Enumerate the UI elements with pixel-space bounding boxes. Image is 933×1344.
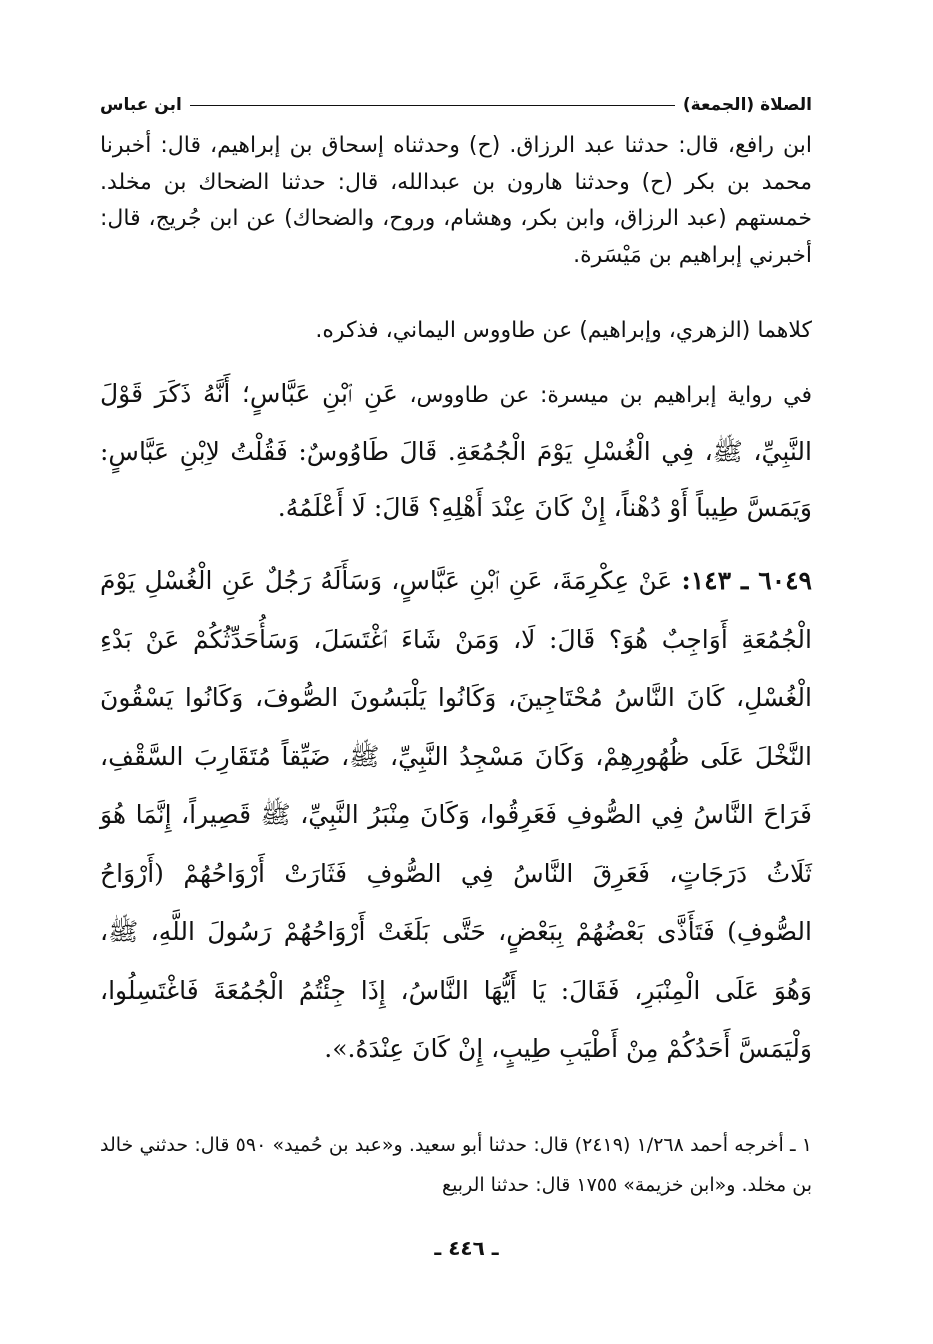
narrators-paragraph: كلاهما (الزهري، وإبراهيم) عن طاووس اليماني، فذكره. [315,318,812,343]
riwaya-text: عَنِ ٱبْنِ عَبَّاسٍ؛ أَنَّهُ ذَكَرَ قَوْلَ النَّبِيِّ، ﷺ، فِي الْغُسْلِ يَوْمَ الْجُمُعَةِ. قَالَ طَاوُوسٌ: فَقُلْتُ لاِبْنِ عَبَّاسٍ: وَيَمَسَّ طِيباً أَوْ دُهْناً، إِنْ كَانَ عِنْدَ أَهْلِهِ؟ قَالَ: لَا أَعْلَمُهُ. [100,379,812,522]
riwaya-intro: في رواية إبراهيم بن ميسرة: عن طاووس، [409,383,813,408]
hadith-number: ٦٠٤٩ ـ ١٤٣: [681,566,812,595]
isnad-paragraph: ابن رافع، قال: حدثنا عبد الرزاق. (ح) وحدثناه إسحاق بن إبراهيم، قال: أخبرنا محمد بن بكر (ح) وحدثنا هارون بن عبدالله، قال: حدثنا الضحاك بن مخلد. خمستهم (عبد الرزاق، وابن بكر، وهشام، وروح، والضحاك) عن ابن جُريج، قال: أخبرني إبراهيم بن مَيْسَرة. [100,133,812,268]
page-number: ـ ٤٤٦ ـ [434,1236,499,1260]
hadith-text: عَنْ عِكْرِمَةَ، عَنِ ٱبْنِ عَبَّاسٍ، وَسَأَلَهُ رَجُلٌ عَنِ الْغُسْلِ يَوْمَ الْجُمُعَةِ أَوَاجِبٌ هُوَ؟ قَالَ: لَا، وَمَنْ شَاءَ ٱغْتَسَلَ، وَسَأُحَدِّثُكُمْ عَنْ بَدْءِ الْغُسْلِ، كَانَ النَّاسُ مُحْتَاجِينَ، وَكَانُوا يَلْبَسُونَ الصُّوفَ، وَكَانُوا يَسْقُونَ النَّخْلَ عَلَى ظُهُورِهِمْ، وَكَانَ مَسْجِدُ النَّبِيِّ، ﷺ، ضَيِّقاً مُتَقَارِبَ السَّقْفِ، فَرَاحَ النَّاسُ فِي الصُّوفِ فَعَرِقُوا، وَكَانَ مِنْبَرُ النَّبِيِّ، ﷺ قَصِيراً، إِنَّمَا هُوَ ثَلَاثُ دَرَجَاتٍ، فَعَرِقَ النَّاسُ فِي الصُّوفِ فَثَارَتْ أَرْوَاحُهُمْ (أَرْوَاحُ الصُّوفِ) فَتَأَذَّى بَعْضُهُمْ بِبَعْضٍ، حَتَّى بَلَغَتْ أَرْوَاحُهُمْ رَسُولَ اللَّهِ، ﷺ، وَهُوَ عَلَى الْمِنْبَرِ، فَقَالَ: يَا أَيُّهَا النَّاسُ، إِذَا جِئْتُمُ الْجُمُعَةَ فَاغْتَسِلُوا، وَلْيَمَسَّ أَحَدُكُمْ مِنْ أَطْيَبِ طِيبٍ، إِنْ كَانَ عِنْدَهُ.». [100,566,812,1063]
running-header [100,88,812,122]
footnote: ١ ـ أخرجه أحمد ١/٢٦٨ (٢٤١٩) قال: حدثنا أبو سعيد. و«عبد بن حُميد» ٥٩٠ قال: حدثني خالد بن مخلد. و«ابن خزيمة» ١٧٥٥ قال: حدثنا الربيع [100,1134,812,1196]
header-chapter-title: الصلاة (الجمعة) [682,95,812,115]
header-rule [190,105,675,106]
riwaya-paragraph [100,366,812,536]
header-section-title: ابن عباس [100,95,182,115]
hadith-paragraph [100,552,812,1079]
